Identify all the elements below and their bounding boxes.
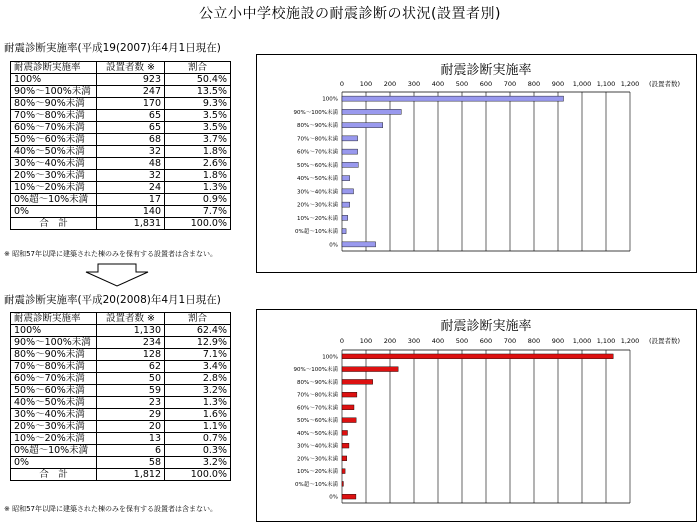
count-cell: 32 <box>97 170 165 182</box>
x-tick-label: 400 <box>431 337 445 345</box>
x-tick-label: 0 <box>339 80 345 88</box>
col-header-rate: 耐震診断実施率 <box>11 62 97 74</box>
category-label: 80%～90%未満 <box>297 379 338 386</box>
bar <box>342 392 357 397</box>
count-cell: 48 <box>97 158 165 170</box>
rate-cell: 90%～100%未満 <box>11 86 97 98</box>
total-count-cell: 1,831 <box>97 218 165 230</box>
total-ratio-cell: 100.0% <box>165 218 231 230</box>
col-header-rate: 耐震診断実施率 <box>11 313 97 325</box>
count-cell: 24 <box>97 182 165 194</box>
count-cell: 62 <box>97 361 165 373</box>
rate-cell: 90%～100%未満 <box>11 337 97 349</box>
category-label: 40%～50%未満 <box>297 176 338 183</box>
count-cell: 17 <box>97 194 165 206</box>
rate-cell: 10%～20%未満 <box>11 182 97 194</box>
ratio-cell: 2.6% <box>165 158 231 170</box>
table-row <box>11 146 231 158</box>
bar <box>342 123 383 128</box>
x-tick-label: 800 <box>527 337 541 345</box>
rate-cell: 70%～80%未満 <box>11 110 97 122</box>
x-tick-label: 300 <box>407 80 421 88</box>
ratio-cell: 13.5% <box>165 86 231 98</box>
ratio-cell: 1.3% <box>165 397 231 409</box>
rate-cell: 50%～60%未満 <box>11 134 97 146</box>
down-arrow-icon <box>84 263 150 287</box>
x-tick-label: 500 <box>455 80 469 88</box>
x-tick-label: 800 <box>527 80 541 88</box>
x-tick-label: 200 <box>383 337 397 345</box>
rate-cell: 50%～60%未満 <box>11 385 97 397</box>
chart-title: 耐震診断実施率 <box>440 319 532 334</box>
category-label: 10%～20%未満 <box>297 469 338 476</box>
section-2008-heading: 耐震診断実施率(平成20(2008)年4月1日現在) <box>4 294 221 306</box>
count-cell: 234 <box>97 337 165 349</box>
total-label-cell: 合 計 <box>11 218 97 230</box>
ratio-cell: 12.9% <box>165 337 231 349</box>
count-cell: 140 <box>97 206 165 218</box>
count-cell: 23 <box>97 397 165 409</box>
count-cell: 170 <box>97 98 165 110</box>
ratio-cell: 3.4% <box>165 361 231 373</box>
total-count-cell: 1,812 <box>97 469 165 481</box>
section-2008-note: ※ 昭和57年以降に建築された棟のみを保有する設置者は含まない。 <box>4 505 217 513</box>
rate-cell: 10%～20%未満 <box>11 433 97 445</box>
count-cell: 1,130 <box>97 325 165 337</box>
category-label: 100% <box>322 96 338 103</box>
ratio-cell: 0.9% <box>165 194 231 206</box>
table-row <box>11 194 231 206</box>
table-row <box>11 361 231 373</box>
bar <box>342 405 354 410</box>
table-row <box>11 337 231 349</box>
rate-cell: 20%～30%未満 <box>11 421 97 433</box>
x-tick-label: 600 <box>479 337 493 345</box>
rate-cell: 60%～70%未満 <box>11 122 97 134</box>
ratio-cell: 3.7% <box>165 134 231 146</box>
chart-2008 <box>257 310 696 521</box>
category-label: 80%～90%未満 <box>297 123 338 130</box>
x-tick-label: 1,100 <box>596 337 616 345</box>
table-row <box>11 182 231 194</box>
table-row <box>11 433 231 445</box>
category-label: 10%～20%未満 <box>297 215 338 222</box>
ratio-cell: 0.3% <box>165 445 231 457</box>
bar <box>342 215 348 220</box>
section-2007-note: ※ 昭和57年以降に建築された棟のみを保有する設置者は含まない。 <box>4 250 217 258</box>
ratio-cell: 1.3% <box>165 182 231 194</box>
count-cell: 247 <box>97 86 165 98</box>
category-label: 50%～60%未満 <box>297 162 338 169</box>
x-tick-label: 700 <box>503 80 517 88</box>
ratio-cell: 1.6% <box>165 409 231 421</box>
col-header-ratio: 割合 <box>165 313 231 325</box>
rate-cell: 0%超～10%未満 <box>11 445 97 457</box>
bar <box>342 149 358 154</box>
category-label: 60%～70%未満 <box>297 405 338 412</box>
chart-2007-frame <box>256 54 697 273</box>
col-header-ratio: 割合 <box>165 62 231 74</box>
bar <box>342 469 345 474</box>
table-row <box>11 170 231 182</box>
table-total-row <box>11 218 231 230</box>
rate-cell: 40%～50%未満 <box>11 146 97 158</box>
x-tick-label: 600 <box>479 80 493 88</box>
rate-cell: 80%～90%未満 <box>11 98 97 110</box>
count-cell: 13 <box>97 433 165 445</box>
category-label: 0%超～10%未満 <box>295 481 338 488</box>
count-cell: 65 <box>97 122 165 134</box>
rate-cell: 70%～80%未満 <box>11 361 97 373</box>
x-tick-label: 1,000 <box>572 80 592 88</box>
page-title: 公立小中学校施設の耐震診断の状況(設置者別) <box>199 6 501 22</box>
table-2007 <box>10 61 231 230</box>
count-cell: 128 <box>97 349 165 361</box>
chart-2007 <box>257 55 696 272</box>
bar <box>342 418 356 423</box>
ratio-cell: 7.1% <box>165 349 231 361</box>
table-row <box>11 409 231 421</box>
count-cell: 29 <box>97 409 165 421</box>
category-label: 100% <box>322 354 338 361</box>
ratio-cell: 50.4% <box>165 74 231 86</box>
rate-cell: 0%超～10%未満 <box>11 194 97 206</box>
category-label: 0% <box>329 242 338 249</box>
category-label: 20%～30%未満 <box>297 202 338 209</box>
bar <box>342 494 356 499</box>
count-cell: 50 <box>97 373 165 385</box>
x-tick-label: 1,200 <box>620 80 640 88</box>
rate-cell: 100% <box>11 74 97 86</box>
bar <box>342 481 343 486</box>
table-2008 <box>10 312 231 481</box>
table-row <box>11 134 231 146</box>
x-tick-label: 0 <box>339 337 345 345</box>
table-row <box>11 122 231 134</box>
table-row <box>11 445 231 457</box>
table-row <box>11 325 231 337</box>
count-cell: 65 <box>97 110 165 122</box>
category-label: 90%～100%未満 <box>293 109 338 116</box>
table-row <box>11 110 231 122</box>
rate-cell: 20%～30%未満 <box>11 170 97 182</box>
category-label: 50%～60%未満 <box>297 418 338 425</box>
x-tick-label: 100 <box>359 337 373 345</box>
category-label: 40%～50%未満 <box>297 430 338 437</box>
ratio-cell: 3.5% <box>165 110 231 122</box>
category-label: 30%～40%未満 <box>297 189 338 196</box>
rate-cell: 30%～40%未満 <box>11 409 97 421</box>
ratio-cell: 1.8% <box>165 146 231 158</box>
ratio-cell: 7.7% <box>165 206 231 218</box>
x-tick-label: 700 <box>503 337 517 345</box>
table-header-row <box>11 313 231 325</box>
x-tick-label: 200 <box>383 80 397 88</box>
unit-label: (設置者数) <box>649 80 681 88</box>
category-label: 70%～80%未満 <box>297 392 338 399</box>
table-row <box>11 74 231 86</box>
ratio-cell: 3.5% <box>165 122 231 134</box>
col-header-count: 設置者数 ※ <box>97 62 165 74</box>
bar <box>342 456 347 461</box>
count-cell: 59 <box>97 385 165 397</box>
table-row <box>11 421 231 433</box>
count-cell: 58 <box>97 457 165 469</box>
table-total-row <box>11 469 231 481</box>
category-label: 60%～70%未満 <box>297 149 338 156</box>
x-tick-label: 500 <box>455 337 469 345</box>
ratio-cell: 62.4% <box>165 325 231 337</box>
category-label: 20%～30%未満 <box>297 456 338 463</box>
chart-2008-frame <box>256 309 697 522</box>
unit-label: (設置者数) <box>649 337 681 345</box>
count-cell: 20 <box>97 421 165 433</box>
bar <box>342 176 350 181</box>
category-label: 30%～40%未満 <box>297 443 338 450</box>
rate-cell: 0% <box>11 457 97 469</box>
table-row <box>11 385 231 397</box>
x-tick-label: 400 <box>431 80 445 88</box>
rate-cell: 80%～90%未満 <box>11 349 97 361</box>
bar <box>342 367 398 372</box>
category-label: 90%～100%未満 <box>293 367 338 374</box>
x-tick-label: 1,100 <box>596 80 616 88</box>
ratio-cell: 2.8% <box>165 373 231 385</box>
category-label: 70%～80%未満 <box>297 136 338 143</box>
bar <box>342 189 354 194</box>
bar <box>342 109 401 114</box>
bar <box>342 354 613 359</box>
bar <box>342 242 376 247</box>
chart-title: 耐震診断実施率 <box>440 63 532 78</box>
table-row <box>11 397 231 409</box>
rate-cell: 100% <box>11 325 97 337</box>
rate-cell: 0% <box>11 206 97 218</box>
table-row <box>11 373 231 385</box>
ratio-cell: 3.2% <box>165 385 231 397</box>
count-cell: 68 <box>97 134 165 146</box>
bar <box>342 430 348 435</box>
section-2007-heading: 耐震診断実施率(平成19(2007)年4月1日現在) <box>4 42 221 54</box>
count-cell: 6 <box>97 445 165 457</box>
ratio-cell: 1.1% <box>165 421 231 433</box>
table-row <box>11 158 231 170</box>
count-cell: 923 <box>97 74 165 86</box>
bar <box>342 202 350 207</box>
ratio-cell: 1.8% <box>165 170 231 182</box>
rate-cell: 60%～70%未満 <box>11 373 97 385</box>
x-tick-label: 900 <box>551 80 565 88</box>
bar <box>342 96 564 101</box>
rate-cell: 30%～40%未満 <box>11 158 97 170</box>
table-row <box>11 86 231 98</box>
x-tick-label: 300 <box>407 337 421 345</box>
x-tick-label: 1,200 <box>620 337 640 345</box>
rate-cell: 40%～50%未満 <box>11 397 97 409</box>
x-tick-label: 900 <box>551 337 565 345</box>
bar <box>342 162 358 167</box>
table-header-row <box>11 62 231 74</box>
ratio-cell: 3.2% <box>165 457 231 469</box>
ratio-cell: 0.7% <box>165 433 231 445</box>
table-row <box>11 98 231 110</box>
category-label: 0%超～10%未満 <box>295 229 338 236</box>
bar <box>342 136 358 141</box>
bar <box>342 229 346 234</box>
x-tick-label: 100 <box>359 80 373 88</box>
category-label: 0% <box>329 494 338 501</box>
count-cell: 32 <box>97 146 165 158</box>
table-row <box>11 349 231 361</box>
table-row <box>11 206 231 218</box>
bar <box>342 443 349 448</box>
bar <box>342 379 373 384</box>
col-header-count: 設置者数 ※ <box>97 313 165 325</box>
total-label-cell: 合 計 <box>11 469 97 481</box>
ratio-cell: 9.3% <box>165 98 231 110</box>
x-tick-label: 1,000 <box>572 337 592 345</box>
table-row <box>11 457 231 469</box>
total-ratio-cell: 100.0% <box>165 469 231 481</box>
